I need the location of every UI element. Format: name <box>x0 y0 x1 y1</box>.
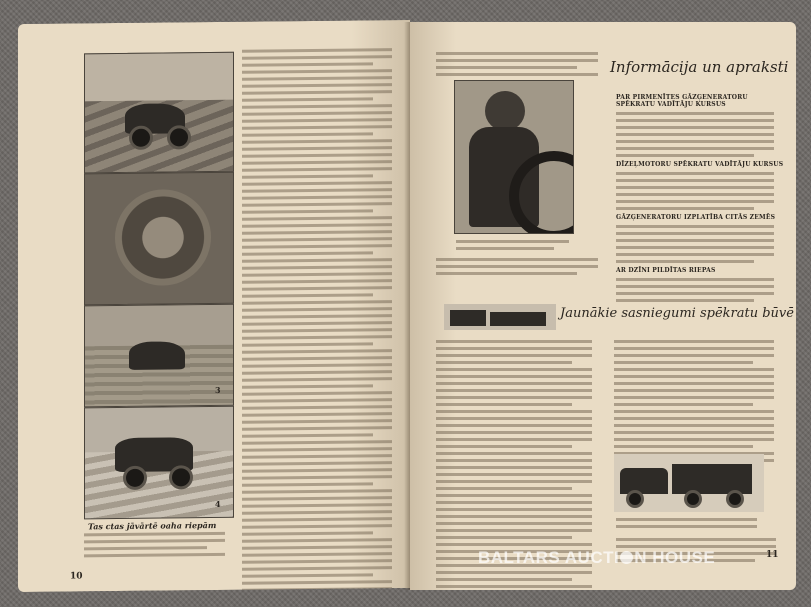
photo-badge-3: 3 <box>215 384 221 395</box>
subhead-2: DĪZEĻMOTORU SPĒKRATU VADĪTĀJU KURSUS <box>616 161 784 168</box>
watermark-text-start: BALTARS AUCTI <box>478 548 620 567</box>
left-main-caption: Tas ctas jāvārtē oaha riepām <box>88 519 217 532</box>
auction-house-watermark <box>478 548 715 568</box>
section-heading: Jaunākie sasniegumi spēkratu būvē <box>560 306 794 321</box>
photo-car-in-snow <box>84 406 234 520</box>
info-subheads <box>616 94 784 306</box>
photo-truck-with-trailer <box>614 454 764 512</box>
photo-badge-4: 4 <box>215 498 221 509</box>
left-page <box>18 20 410 592</box>
photo-man-with-tire <box>454 80 574 234</box>
watermark-text-end: N HOUSE <box>634 548 716 567</box>
photo-car-in-mud <box>84 52 234 174</box>
left-caption-body <box>84 532 234 562</box>
magazine-spread <box>18 22 796 590</box>
right-lower-right-column <box>614 340 784 466</box>
info-heading: Informācija un apraksti <box>610 58 789 76</box>
photo-caption-truck <box>616 518 766 532</box>
right-top-text <box>436 52 608 80</box>
left-text-column <box>242 48 402 592</box>
photo-wheel-closeup <box>84 172 234 306</box>
right-page <box>410 22 796 590</box>
photo-caption-tire <box>456 240 576 254</box>
photo-car-in-water <box>84 304 234 408</box>
subhead-4: AR DZĪNI PILDĪTAS RIEPAS <box>616 267 716 274</box>
banner-trucks-image <box>444 304 556 330</box>
right-page-number: 11 <box>766 550 779 560</box>
right-column-a-text <box>436 258 608 279</box>
subhead-1: PAR PIRMENĪTES GĀZĢENERATORU SPĒKRATU VADĪTĀJU KURSUS <box>616 94 748 108</box>
left-page-number: 10 <box>70 571 83 582</box>
watermark-logo-icon <box>620 551 633 564</box>
subhead-3: GĀZĢENERATORU IZPLATĪBA CITĀS ZEMĒS <box>616 214 776 221</box>
